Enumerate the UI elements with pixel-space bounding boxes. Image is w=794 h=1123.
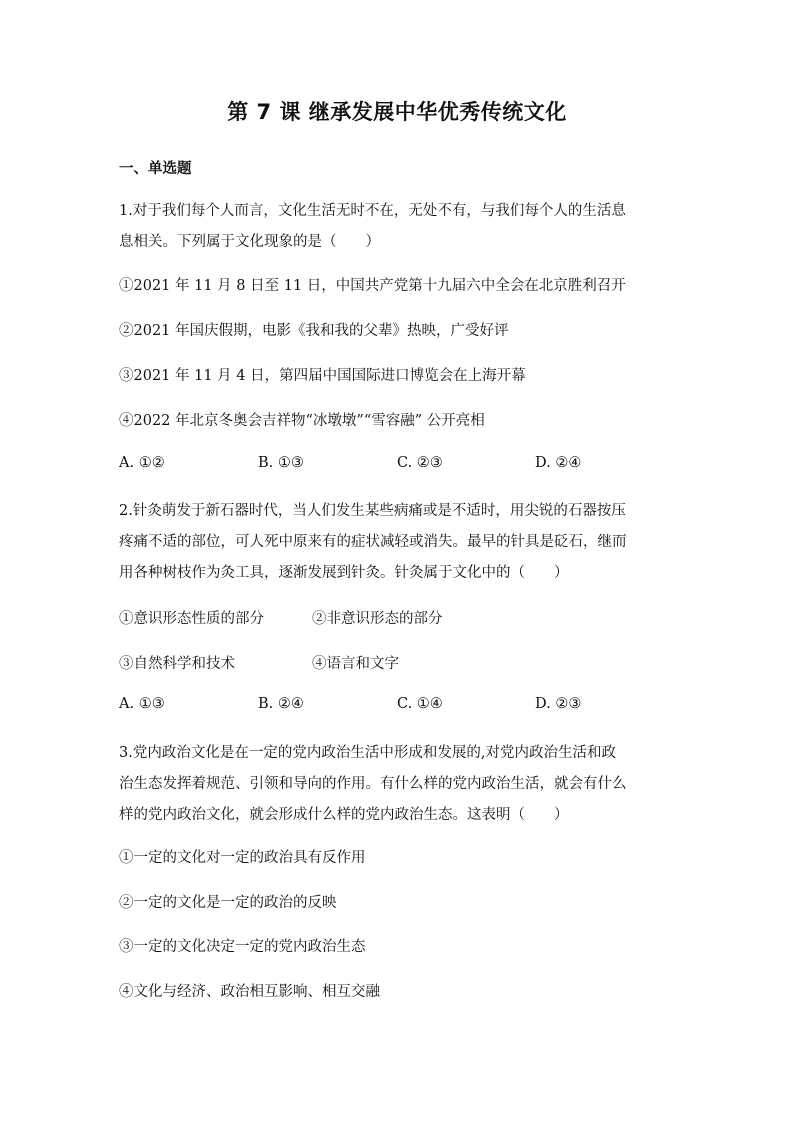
q3-item-1: ①一定的文化对一定的政治具有反作用 — [119, 850, 366, 866]
q3-item-2: ②一定的文化是一定的政治的反映 — [119, 895, 337, 911]
q1-item-2: ②2021 年国庆假期，电影《我和我的父辈》热映，广受好评 — [119, 323, 509, 339]
q2-option-a: A. ①③ — [119, 696, 165, 712]
q3-item-4: ④文化与经济、政治相互影响、相互交融 — [119, 984, 380, 1000]
q2-stem-line-1: 2.针灸萌发于新石器时代，当人们发生某些病痛或是不适时，用尖锐的石器按压 — [119, 503, 626, 519]
q2-item-4: ④语言和文字 — [312, 656, 399, 672]
q2-stem-line-3: 用各种树枝作为灸工具，逐渐发展到针灸。针灸属于文化中的（ ） — [119, 565, 569, 581]
q1-option-a: A. ①② — [119, 455, 165, 471]
page-title: 第 7 课 继承发展中华优秀传统文化 — [227, 100, 567, 124]
q2-option-b: B. ②④ — [258, 696, 304, 712]
q1-item-4: ④2022 年北京冬奥会吉祥物“冰墩墩”“雪容融” 公开亮相 — [119, 413, 485, 429]
q3-stem-line-3: 样的党内政治文化，就会形成什么样的党内政治生态。这表明（ ） — [119, 807, 569, 823]
q3-item-3: ③一定的文化决定一定的党内政治生态 — [119, 939, 366, 955]
q2-option-d: D. ②③ — [535, 696, 582, 712]
q1-item-3: ③2021 年 11 月 4 日，第四届中国国际进口博览会在上海开幕 — [119, 368, 526, 384]
section-heading: 一、单选题 — [119, 161, 192, 177]
q3-stem-line-1: 3.党内政治文化是在一定的党内政治生活中形成和发展的,对党内政治生活和政 — [119, 745, 616, 761]
q2-item-2: ②非意识形态的部分 — [312, 611, 443, 627]
q1-stem-line-1: 1.对于我们每个人而言，文化生活无时不在，无处不有，与我们每个人的生活息 — [119, 203, 626, 219]
q2-stem-line-2: 疼痛不适的部位，可人死中原来有的症状减轻或消失。最早的针具是砭石，继而 — [119, 534, 627, 550]
q1-option-d: D. ②④ — [535, 455, 582, 471]
q1-item-1: ①2021 年 11 月 8 日至 11 日，中国共产党第十九届六中全会在北京胜利召开 — [119, 278, 626, 294]
q1-stem-line-2: 息相关。下列属于文化现象的是（ ） — [119, 234, 380, 250]
q2-item-3: ③自然科学和技术 — [119, 656, 235, 672]
q2-item-1: ①意识形态性质的部分 — [119, 611, 264, 627]
q1-option-c: C. ②③ — [397, 455, 443, 471]
q2-option-c: C. ①④ — [397, 696, 443, 712]
q1-option-b: B. ①③ — [258, 455, 304, 471]
q3-stem-line-2: 治生态发挥着规范、引领和导向的作用。有什么样的党内政治生活，就会有什么 — [119, 776, 627, 792]
